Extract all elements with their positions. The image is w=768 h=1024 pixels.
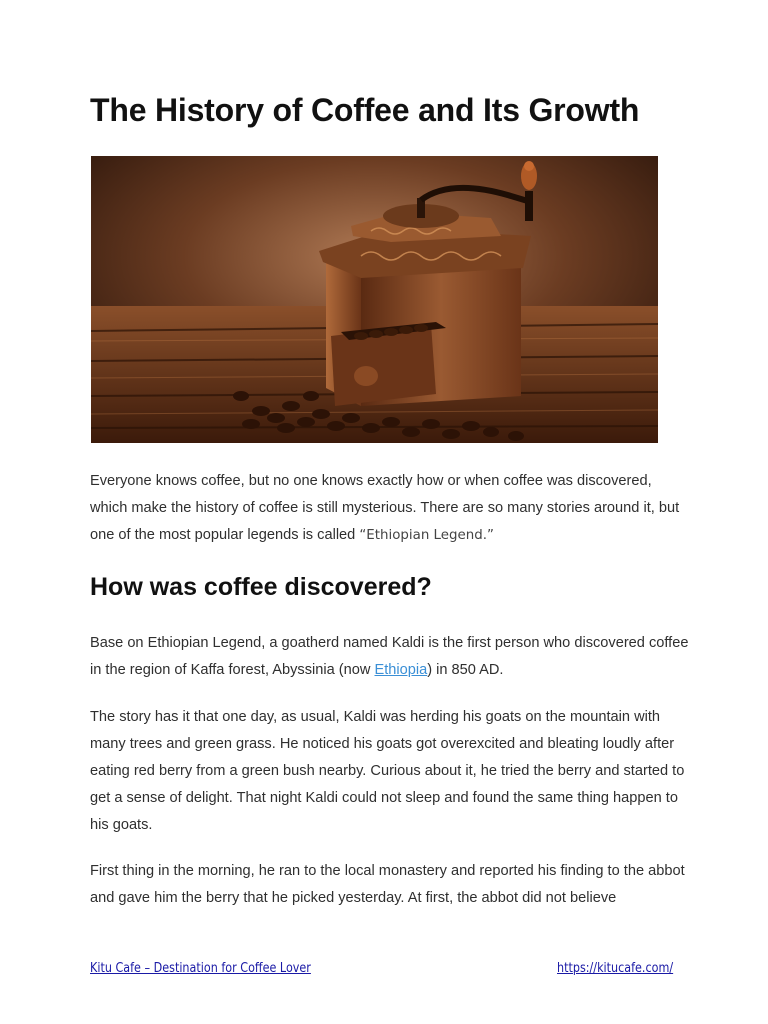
intro-text: Everyone knows coffee, but no one knows exactly how or when coffee was discovered, which make the history of coffee is still mysterious. There are so many stories around it, but one of the most popular legends is called — [90, 473, 680, 543]
discovery-paragraph — [90, 630, 690, 684]
coffee-grinder-image — [91, 156, 658, 443]
legend-quote: “Ethiopian Legend.” — [359, 528, 494, 543]
discovery-text-after: ) in 850 AD. — [427, 662, 504, 678]
footer-url-link[interactable]: https://kitucafe.com/ — [557, 961, 674, 976]
section-heading: How was coffee discovered? — [90, 573, 432, 601]
article-title: The History of Coffee and Its Growth — [90, 92, 640, 128]
ethiopia-link[interactable]: Ethiopia — [374, 662, 428, 678]
morning-paragraph: First thing in the morning, he ran to the local monastery and reported his finding to the abbot and gave him the berry that he picked yesterday. At first, the abbot did not believe — [90, 863, 685, 906]
footer-site-link[interactable]: Kitu Cafe – Destination for Coffee Lover — [90, 961, 311, 976]
intro-paragraph — [90, 468, 690, 549]
story-paragraph: The story has it that one day, as usual, Kaldi was herding his goats on the mountain with many trees and green grass. He noticed his goats got overexcited and bleating loudly after eating red berry from a green bush nearby. Curious about it, he tried the berry and started to get a sense of delight. That night Kaldi could not sleep and found the same thing happen to his goats. — [90, 709, 685, 833]
discovery-text-before: Base on Ethiopian Legend, a goatherd named Kaldi is the first person who discovered coffee in the region of Kaffa forest, Abyssinia (now — [90, 635, 689, 678]
